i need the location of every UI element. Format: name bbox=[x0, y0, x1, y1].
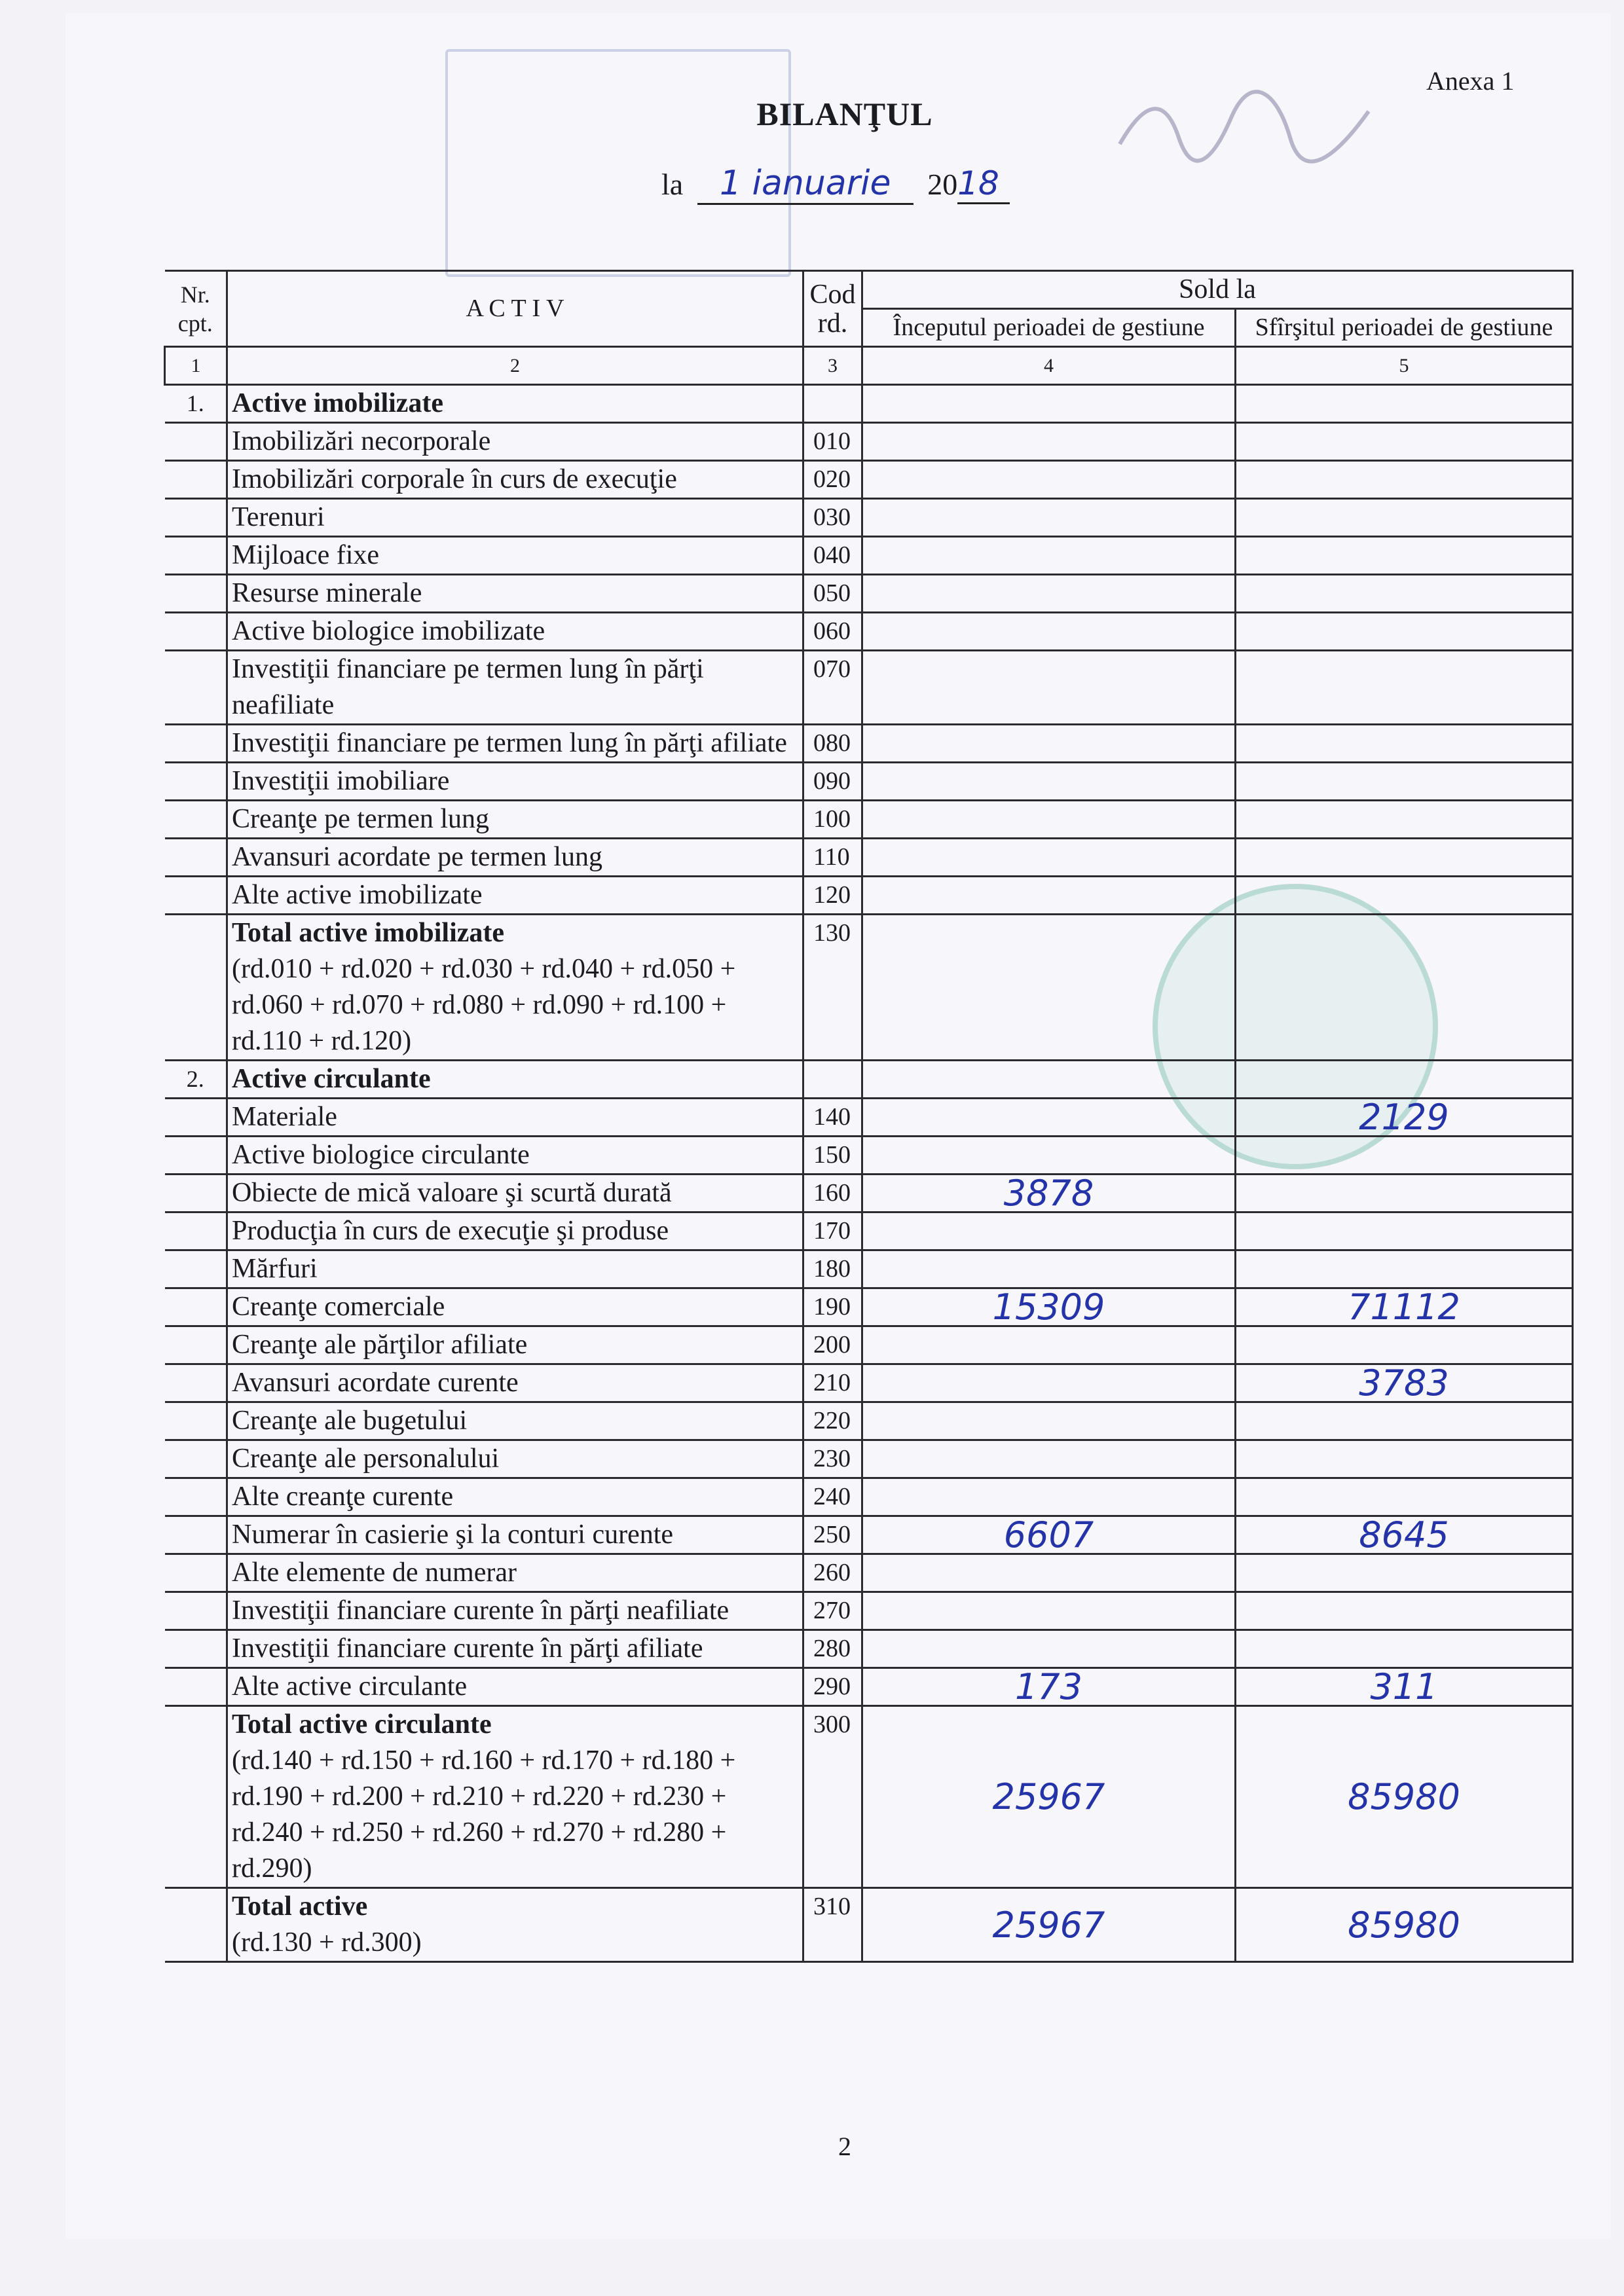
row-label-text: Mijloace fixe bbox=[232, 540, 380, 570]
date-prefix: la bbox=[661, 168, 684, 201]
header-cod: Cod rd. bbox=[803, 271, 862, 347]
row-end-value: 3783 bbox=[1236, 1364, 1573, 1402]
row-formula: (rd.130 + rd.300) bbox=[232, 1927, 422, 1958]
row-label-text: Investiţii financiare curente în părţi neafiliate bbox=[232, 1595, 729, 1626]
row-label bbox=[227, 1668, 803, 1706]
row-number bbox=[165, 575, 227, 613]
table-row bbox=[165, 915, 1573, 1061]
row-end-value: 71112 bbox=[1236, 1288, 1573, 1326]
row-number bbox=[165, 915, 227, 1061]
row-label bbox=[227, 1630, 803, 1668]
row-code: 160 bbox=[803, 1175, 862, 1212]
row-number bbox=[165, 1630, 227, 1668]
row-label bbox=[227, 1554, 803, 1592]
row-number bbox=[165, 1402, 227, 1440]
table-row bbox=[165, 1478, 1573, 1516]
row-code: 060 bbox=[803, 613, 862, 651]
row-label bbox=[227, 1288, 803, 1326]
row-end-value: 85980 bbox=[1236, 1888, 1573, 1962]
row-end-value bbox=[1236, 1630, 1573, 1668]
row-start-value bbox=[862, 1250, 1236, 1288]
row-label-text: Investiţii financiare pe termen lung în părţi afiliate bbox=[232, 728, 787, 758]
row-start-value bbox=[862, 1554, 1236, 1592]
row-end-value bbox=[1236, 461, 1573, 499]
row-start-value bbox=[862, 461, 1236, 499]
row-end-value bbox=[1236, 801, 1573, 839]
row-label bbox=[227, 1326, 803, 1364]
row-label bbox=[227, 651, 803, 725]
date-day-month: 1 ianuarie bbox=[697, 164, 913, 205]
row-end-value bbox=[1236, 1592, 1573, 1630]
row-label bbox=[227, 499, 803, 537]
row-label bbox=[227, 915, 803, 1061]
table-row bbox=[165, 537, 1573, 575]
row-code: 080 bbox=[803, 725, 862, 763]
table-row bbox=[165, 651, 1573, 725]
table-row bbox=[165, 1402, 1573, 1440]
row-label-text: Creanţe comerciale bbox=[232, 1292, 445, 1322]
row-end-value bbox=[1236, 877, 1573, 915]
table-row bbox=[165, 1554, 1573, 1592]
row-label-text: Alte active imobilizate bbox=[232, 880, 483, 910]
row-start-value bbox=[862, 575, 1236, 613]
row-label-text: Creanţe ale personalului bbox=[232, 1444, 500, 1474]
header-nr: Nr. cpt. bbox=[165, 271, 227, 347]
table-row bbox=[165, 1668, 1573, 1706]
row-code: 290 bbox=[803, 1668, 862, 1706]
row-start-value bbox=[862, 801, 1236, 839]
row-end-value bbox=[1236, 1250, 1573, 1288]
row-end-value bbox=[1236, 613, 1573, 651]
row-start-value bbox=[862, 1061, 1236, 1099]
row-end-value: 2129 bbox=[1236, 1099, 1573, 1137]
row-code: 300 bbox=[803, 1706, 862, 1888]
row-label-text: Alte creanţe curente bbox=[232, 1482, 454, 1512]
row-start-value bbox=[862, 1137, 1236, 1175]
table-row bbox=[165, 1175, 1573, 1212]
row-label bbox=[227, 575, 803, 613]
row-label-text: Materiale bbox=[232, 1102, 337, 1132]
row-label bbox=[227, 537, 803, 575]
row-start-value bbox=[862, 423, 1236, 461]
row-label bbox=[227, 1175, 803, 1212]
row-end-value bbox=[1236, 839, 1573, 877]
row-code bbox=[803, 1061, 862, 1099]
row-start-value bbox=[862, 499, 1236, 537]
row-number bbox=[165, 1554, 227, 1592]
row-code: 250 bbox=[803, 1516, 862, 1554]
row-number bbox=[165, 1668, 227, 1706]
row-label bbox=[227, 1364, 803, 1402]
row-code: 050 bbox=[803, 575, 862, 613]
column-index: 1 bbox=[165, 347, 227, 385]
row-number bbox=[165, 1706, 227, 1888]
row-label bbox=[227, 725, 803, 763]
row-label-text: Creanţe ale bugetului bbox=[232, 1406, 468, 1436]
row-label-text: Mărfuri bbox=[232, 1254, 318, 1284]
header-inceput: Începutul perioadei de gestiune bbox=[862, 309, 1236, 347]
table-row bbox=[165, 1888, 1573, 1962]
row-code: 310 bbox=[803, 1888, 862, 1962]
row-code: 110 bbox=[803, 839, 862, 877]
row-end-value bbox=[1236, 651, 1573, 725]
column-index: 2 bbox=[227, 347, 803, 385]
row-end-value bbox=[1236, 1440, 1573, 1478]
table-row bbox=[165, 1137, 1573, 1175]
row-end-value bbox=[1236, 1175, 1573, 1212]
table-row bbox=[165, 1364, 1573, 1402]
row-end-value bbox=[1236, 763, 1573, 801]
row-end-value: 311 bbox=[1236, 1668, 1573, 1706]
row-number bbox=[165, 763, 227, 801]
row-formula: (rd.010 + rd.020 + rd.030 + rd.040 + rd.050 + rd.060 + rd.070 + rd.080 + rd.090 + rd.100 + rd.110 + rd.120) bbox=[232, 954, 736, 1056]
row-end-value bbox=[1236, 1137, 1573, 1175]
row-label bbox=[227, 839, 803, 877]
row-label-text: Creanţe pe termen lung bbox=[232, 804, 490, 834]
row-label bbox=[227, 385, 803, 423]
row-code: 140 bbox=[803, 1099, 862, 1137]
row-start-value: 25967 bbox=[862, 1888, 1236, 1962]
row-end-value bbox=[1236, 1061, 1573, 1099]
row-start-value: 25967 bbox=[862, 1706, 1236, 1888]
row-start-value: 3878 bbox=[862, 1175, 1236, 1212]
row-number bbox=[165, 877, 227, 915]
row-number bbox=[165, 1212, 227, 1250]
row-code: 170 bbox=[803, 1212, 862, 1250]
row-label bbox=[227, 763, 803, 801]
table-row bbox=[165, 1630, 1573, 1668]
row-start-value bbox=[862, 1364, 1236, 1402]
row-start-value bbox=[862, 1592, 1236, 1630]
row-label bbox=[227, 423, 803, 461]
row-end-value bbox=[1236, 1402, 1573, 1440]
row-number bbox=[165, 839, 227, 877]
row-end-value bbox=[1236, 1212, 1573, 1250]
table-row bbox=[165, 1288, 1573, 1326]
row-number bbox=[165, 1888, 227, 1962]
page-number: 2 bbox=[838, 2132, 851, 2161]
table-row bbox=[165, 1061, 1573, 1099]
row-label-text: Avansuri acordate curente bbox=[232, 1368, 519, 1398]
table-row bbox=[165, 1516, 1573, 1554]
table-row bbox=[165, 1592, 1573, 1630]
row-code: 270 bbox=[803, 1592, 862, 1630]
row-label-text: Investiţii financiare curente în părţi afiliate bbox=[232, 1633, 703, 1664]
row-label-text: Avansuri acordate pe termen lung bbox=[232, 842, 602, 872]
table-row bbox=[165, 1250, 1573, 1288]
row-label-text: Terenuri bbox=[232, 502, 325, 532]
balance-sheet-table bbox=[164, 270, 1574, 1963]
table-row bbox=[165, 1706, 1573, 1888]
row-label bbox=[227, 1099, 803, 1137]
row-formula: (rd.140 + rd.150 + rd.160 + rd.170 + rd.180 + rd.190 + rd.200 + rd.210 + rd.220 + rd.230 + rd.240 + rd.250 + rd.260 + rd.270 + rd.280 + rd.290) bbox=[232, 1745, 736, 1884]
table-row bbox=[165, 385, 1573, 423]
row-code: 220 bbox=[803, 1402, 862, 1440]
table-row bbox=[165, 575, 1573, 613]
row-code: 200 bbox=[803, 1326, 862, 1364]
annex-label: Anexa 1 bbox=[1426, 66, 1515, 96]
row-label bbox=[227, 1888, 803, 1962]
row-number bbox=[165, 613, 227, 651]
row-number bbox=[165, 1175, 227, 1212]
row-number bbox=[165, 1326, 227, 1364]
row-label bbox=[227, 1061, 803, 1099]
table-row bbox=[165, 877, 1573, 915]
row-start-value bbox=[862, 877, 1236, 915]
row-end-value bbox=[1236, 1326, 1573, 1364]
row-end-value bbox=[1236, 499, 1573, 537]
row-label bbox=[227, 1440, 803, 1478]
row-label bbox=[227, 877, 803, 915]
row-number: 2. bbox=[165, 1061, 227, 1099]
row-label-text: Alte elemente de numerar bbox=[232, 1558, 517, 1588]
row-code: 230 bbox=[803, 1440, 862, 1478]
date-year-prefix: 20 bbox=[927, 168, 958, 201]
row-label bbox=[227, 801, 803, 839]
row-label-text: Active imobilizate bbox=[232, 388, 444, 418]
column-index: 4 bbox=[862, 347, 1236, 385]
row-number bbox=[165, 423, 227, 461]
header-sold: Sold la bbox=[862, 271, 1573, 309]
row-number bbox=[165, 1364, 227, 1402]
row-code: 070 bbox=[803, 651, 862, 725]
row-end-value: 8645 bbox=[1236, 1516, 1573, 1554]
row-start-value bbox=[862, 725, 1236, 763]
row-start-value bbox=[862, 613, 1236, 651]
row-end-value bbox=[1236, 1554, 1573, 1592]
row-number bbox=[165, 1516, 227, 1554]
row-label bbox=[227, 1516, 803, 1554]
table-row bbox=[165, 1212, 1573, 1250]
row-end-value bbox=[1236, 725, 1573, 763]
row-end-value bbox=[1236, 423, 1573, 461]
row-code: 100 bbox=[803, 801, 862, 839]
row-number bbox=[165, 1288, 227, 1326]
row-label-text: Producţia în curs de execuţie şi produse bbox=[232, 1216, 669, 1246]
row-number bbox=[165, 1592, 227, 1630]
row-code: 010 bbox=[803, 423, 862, 461]
registration-stamp bbox=[445, 49, 791, 277]
row-end-value bbox=[1236, 575, 1573, 613]
row-start-value bbox=[862, 651, 1236, 725]
row-label-text: Total active circulante bbox=[232, 1709, 492, 1740]
row-start-value bbox=[862, 1478, 1236, 1516]
row-label bbox=[227, 1137, 803, 1175]
row-label-text: Alte active circulante bbox=[232, 1671, 468, 1702]
table-row bbox=[165, 461, 1573, 499]
row-number bbox=[165, 1440, 227, 1478]
row-code: 190 bbox=[803, 1288, 862, 1326]
row-label-text: Resurse minerale bbox=[232, 578, 422, 608]
row-end-value bbox=[1236, 385, 1573, 423]
row-label-text: Investiţii imobiliare bbox=[232, 766, 450, 796]
row-start-value bbox=[862, 1630, 1236, 1668]
row-label-text: Imobilizări corporale în curs de execuţie bbox=[232, 464, 677, 494]
row-number bbox=[165, 461, 227, 499]
row-label-text: Active biologice circulante bbox=[232, 1140, 530, 1170]
table-row bbox=[165, 423, 1573, 461]
row-number bbox=[165, 499, 227, 537]
table-row bbox=[165, 839, 1573, 877]
row-code: 130 bbox=[803, 915, 862, 1061]
row-end-value bbox=[1236, 915, 1573, 1061]
row-label bbox=[227, 1592, 803, 1630]
table-row bbox=[165, 613, 1573, 651]
row-code: 020 bbox=[803, 461, 862, 499]
row-label-text: Total active bbox=[232, 1891, 368, 1922]
table-row bbox=[165, 763, 1573, 801]
row-number bbox=[165, 651, 227, 725]
row-start-value bbox=[862, 1212, 1236, 1250]
row-code: 240 bbox=[803, 1478, 862, 1516]
row-start-value: 15309 bbox=[862, 1288, 1236, 1326]
row-label bbox=[227, 1402, 803, 1440]
date-year: 18 bbox=[957, 164, 1010, 204]
document-title: BILANŢUL bbox=[756, 96, 933, 132]
row-label bbox=[227, 1478, 803, 1516]
row-code: 210 bbox=[803, 1364, 862, 1402]
row-number bbox=[165, 1250, 227, 1288]
row-label-text: Obiecte de mică valoare şi scurtă durată bbox=[232, 1178, 672, 1208]
table-row bbox=[165, 1099, 1573, 1137]
row-end-value bbox=[1236, 1478, 1573, 1516]
row-number: 1. bbox=[165, 385, 227, 423]
row-code: 030 bbox=[803, 499, 862, 537]
table-row bbox=[165, 1440, 1573, 1478]
row-number bbox=[165, 801, 227, 839]
row-label-text: Imobilizări necorporale bbox=[232, 426, 491, 456]
date-line bbox=[661, 164, 1010, 205]
row-start-value bbox=[862, 537, 1236, 575]
row-code bbox=[803, 385, 862, 423]
row-label bbox=[227, 1706, 803, 1888]
row-code: 280 bbox=[803, 1630, 862, 1668]
row-label-text: Numerar în casierie şi la conturi curente bbox=[232, 1520, 674, 1550]
row-number bbox=[165, 725, 227, 763]
row-start-value: 173 bbox=[862, 1668, 1236, 1706]
table-row bbox=[165, 801, 1573, 839]
header-activ: A C T I V bbox=[227, 271, 803, 347]
row-label-text: Investiţii financiare pe termen lung în părţi neafiliate bbox=[232, 654, 704, 720]
row-end-value: 85980 bbox=[1236, 1706, 1573, 1888]
row-label bbox=[227, 461, 803, 499]
row-start-value bbox=[862, 915, 1236, 1061]
row-start-value bbox=[862, 1099, 1236, 1137]
column-index: 3 bbox=[803, 347, 862, 385]
row-label bbox=[227, 613, 803, 651]
row-start-value: 6607 bbox=[862, 1516, 1236, 1554]
header-sfarsit: Sfîrşitul perioadei de gestiune bbox=[1236, 309, 1573, 347]
row-label bbox=[227, 1250, 803, 1288]
row-label-text: Total active imobilizate bbox=[232, 918, 505, 948]
row-start-value bbox=[862, 1402, 1236, 1440]
row-code: 090 bbox=[803, 763, 862, 801]
row-start-value bbox=[862, 763, 1236, 801]
row-number bbox=[165, 1137, 227, 1175]
row-start-value bbox=[862, 385, 1236, 423]
row-code: 260 bbox=[803, 1554, 862, 1592]
row-code: 150 bbox=[803, 1137, 862, 1175]
row-label-text: Active biologice imobilizate bbox=[232, 616, 545, 646]
row-number bbox=[165, 1099, 227, 1137]
row-label-text: Creanţe ale părţilor afiliate bbox=[232, 1330, 528, 1360]
row-start-value bbox=[862, 1440, 1236, 1478]
table-row bbox=[165, 1326, 1573, 1364]
row-end-value bbox=[1236, 537, 1573, 575]
row-number bbox=[165, 1478, 227, 1516]
row-start-value bbox=[862, 1326, 1236, 1364]
row-label bbox=[227, 1212, 803, 1250]
row-number bbox=[165, 537, 227, 575]
row-start-value bbox=[862, 839, 1236, 877]
row-code: 180 bbox=[803, 1250, 862, 1288]
table-row bbox=[165, 725, 1573, 763]
row-label-text: Active circulante bbox=[232, 1064, 431, 1094]
column-index: 5 bbox=[1236, 347, 1573, 385]
row-code: 120 bbox=[803, 877, 862, 915]
row-code: 040 bbox=[803, 537, 862, 575]
table-row bbox=[165, 499, 1573, 537]
